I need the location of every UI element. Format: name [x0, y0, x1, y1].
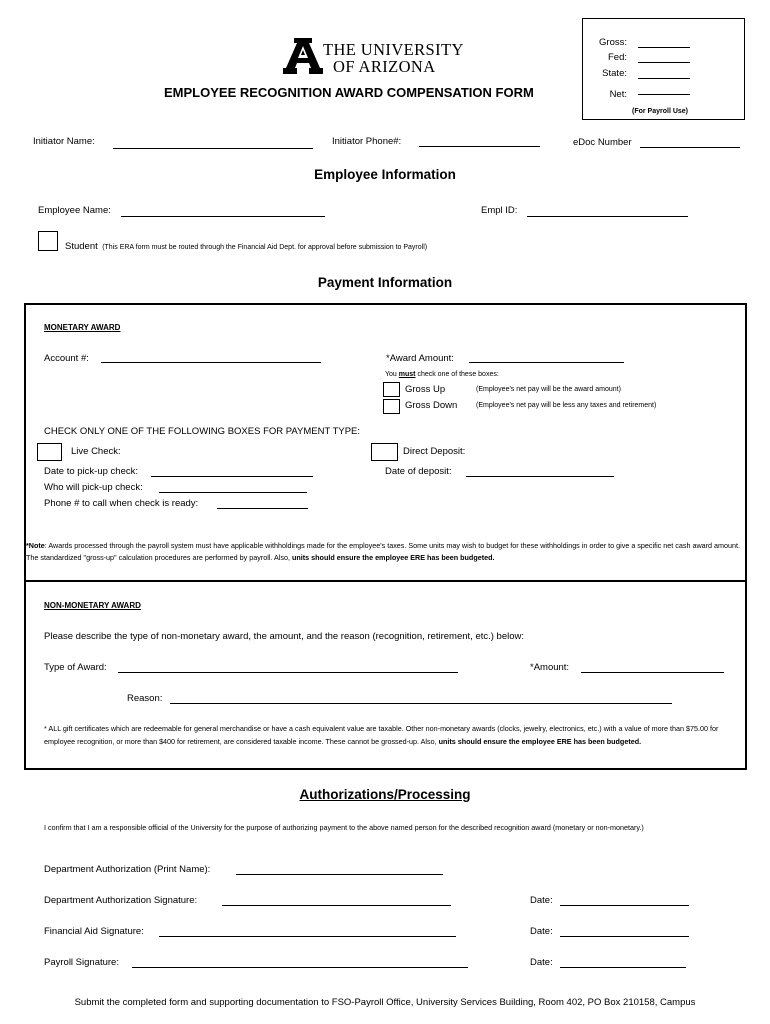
finaid-date-field[interactable]	[560, 936, 689, 937]
finaid-sig-label: Financial Aid Signature:	[44, 926, 144, 937]
dept-sig-label: Department Authorization Signature:	[44, 895, 198, 906]
finaid-date-label: Date:	[530, 926, 553, 937]
type-of-award-label: Type of Award:	[44, 662, 107, 673]
block-a-logo-icon	[283, 37, 323, 75]
state-label: State:	[602, 68, 627, 79]
initiator-phone-field[interactable]	[419, 146, 540, 147]
gross-up-label: Gross Up	[405, 384, 446, 395]
dept-sig-field[interactable]	[222, 905, 451, 906]
edoc-number-field[interactable]	[640, 147, 740, 148]
who-pickup-field[interactable]	[159, 492, 307, 493]
fed-field[interactable]	[638, 62, 690, 63]
payroll-date-field[interactable]	[560, 967, 686, 968]
dept-date-label: Date:	[530, 895, 553, 906]
payroll-date-label: Date:	[530, 957, 553, 968]
phone-ready-label: Phone # to call when check is ready:	[44, 498, 199, 509]
note-bold: units should ensure the employee ERE has been budgeted.	[292, 553, 495, 562]
payroll-sig-field[interactable]	[132, 967, 468, 968]
must-check-post: check one of these boxes:	[415, 371, 499, 378]
gross-down-label: Gross Down	[405, 400, 458, 411]
logo-line2: OF ARIZONA	[333, 57, 436, 76]
empl-id-field[interactable]	[527, 216, 688, 217]
account-label: Account #:	[44, 353, 89, 364]
dept-print-label: Department Authorization (Print Name):	[44, 864, 211, 875]
net-field[interactable]	[638, 94, 690, 95]
monetary-award-heading: MONETARY AWARD	[44, 323, 121, 332]
edoc-number-label: eDoc Number	[573, 137, 632, 148]
payroll-use-caption: (For Payroll Use)	[632, 108, 689, 115]
phone-ready-field[interactable]	[217, 508, 308, 509]
must-check-pre: You	[385, 371, 399, 378]
authorizations-heading: Authorizations/Processing	[299, 787, 471, 802]
award-amount-label: *Award Amount:	[386, 353, 454, 364]
empl-id-label: Empl ID:	[481, 205, 518, 216]
pickup-date-field[interactable]	[151, 476, 313, 477]
who-pickup-label: Who will pick-up check:	[44, 482, 143, 493]
initiator-name-label: Initiator Name:	[33, 136, 95, 147]
live-check-label: Live Check:	[71, 446, 121, 457]
nonmonetary-amount-label: *Amount:	[530, 662, 570, 673]
dept-print-field[interactable]	[236, 874, 443, 875]
payment-info-heading: Payment Information	[317, 275, 453, 290]
pickup-date-label: Date to pick-up check:	[44, 466, 138, 477]
direct-deposit-label: Direct Deposit:	[403, 446, 466, 457]
check-one-label: CHECK ONLY ONE OF THE FOLLOWING BOXES FOR PAYMENT TYPE:	[44, 426, 361, 437]
gross-down-checkbox[interactable]	[383, 399, 400, 414]
university-logo	[283, 37, 464, 77]
non-monetary-note	[44, 723, 744, 748]
student-label: Student	[65, 241, 98, 252]
gross-field[interactable]	[638, 47, 690, 48]
gross-up-checkbox[interactable]	[383, 382, 400, 397]
must-check-em: must	[398, 371, 416, 378]
monetary-note	[26, 540, 745, 564]
confirm-text: I confirm that I am a responsible official of the University for the purpose of authorizing payment to the above named person for the described recognition award (monetary or non-monetary.)	[44, 823, 644, 832]
net-label: Net:	[609, 89, 627, 100]
initiator-name-field[interactable]	[113, 148, 313, 149]
dept-date-field[interactable]	[560, 905, 689, 906]
account-field[interactable]	[101, 362, 321, 363]
gross-label: Gross:	[599, 37, 627, 48]
student-row	[65, 236, 427, 254]
live-check-checkbox[interactable]	[37, 443, 62, 461]
award-amount-field[interactable]	[469, 362, 624, 363]
non-monetary-describe: Please describe the type of non-monetary award, the amount, and the reason (recognition, retirement, etc.) below:	[44, 631, 525, 642]
nonmonetary-amount-field[interactable]	[581, 672, 724, 673]
nm-note-text: * ALL gift certificates which are redeemable for general merchandise or have a cash equivalent value are taxable. Other non-monetary awards (clocks, jewelry, electronics, etc.) with a value of more than $75.00 for employee recognition, or more than $400 for retirement, are considered taxable income. These cannot be grossed-up. Also,	[44, 724, 719, 746]
must-check-text	[385, 371, 499, 378]
note-star: *Note	[26, 541, 45, 550]
logo-line1: THE UNIVERSITY	[323, 40, 464, 59]
deposit-date-label: Date of deposit:	[385, 466, 452, 477]
reason-field[interactable]	[170, 703, 672, 704]
student-checkbox[interactable]	[38, 231, 58, 251]
gross-up-note: (Employee's net pay will be the award amount)	[476, 386, 621, 393]
employee-name-label: Employee Name:	[38, 205, 111, 216]
student-note: (This ERA form must be routed through the Financial Aid Dept. for approval before submission to Payroll)	[102, 244, 428, 251]
note-text: : Awards processed through the payroll system must have applicable withholdings made for the employee's taxes. Some units may wish to budget for these withholdings in order to give a specific net cash award amount. The standardized "gross-up" calculation procedures are performed by payroll. Also,	[26, 541, 740, 562]
state-field[interactable]	[638, 78, 690, 79]
initiator-phone-label: Initiator Phone#:	[332, 136, 402, 147]
type-of-award-field[interactable]	[118, 672, 458, 673]
gross-down-note: (Employee's net pay will be less any taxes and retirement)	[476, 402, 657, 409]
payroll-use-box	[582, 18, 745, 120]
deposit-date-field[interactable]	[466, 476, 614, 477]
fed-label: Fed:	[607, 52, 627, 63]
payroll-sig-label: Payroll Signature:	[44, 957, 119, 968]
finaid-sig-field[interactable]	[159, 936, 456, 937]
employee-name-field[interactable]	[121, 216, 325, 217]
reason-label: Reason:	[127, 693, 163, 704]
employee-info-heading: Employee Information	[314, 167, 456, 182]
nm-note-bold: units should ensure the employee ERE has been budgeted.	[438, 736, 642, 746]
footer-submit-text: Submit the completed form and supporting documentation to FSO-Payroll Office, University Services Building, Room 402, PO Box 210158, Campus	[74, 997, 696, 1008]
non-monetary-heading: NON-MONETARY AWARD	[44, 601, 141, 610]
form-title: EMPLOYEE RECOGNITION AWARD COMPENSATION FORM	[164, 85, 534, 100]
direct-deposit-checkbox[interactable]	[371, 443, 398, 461]
